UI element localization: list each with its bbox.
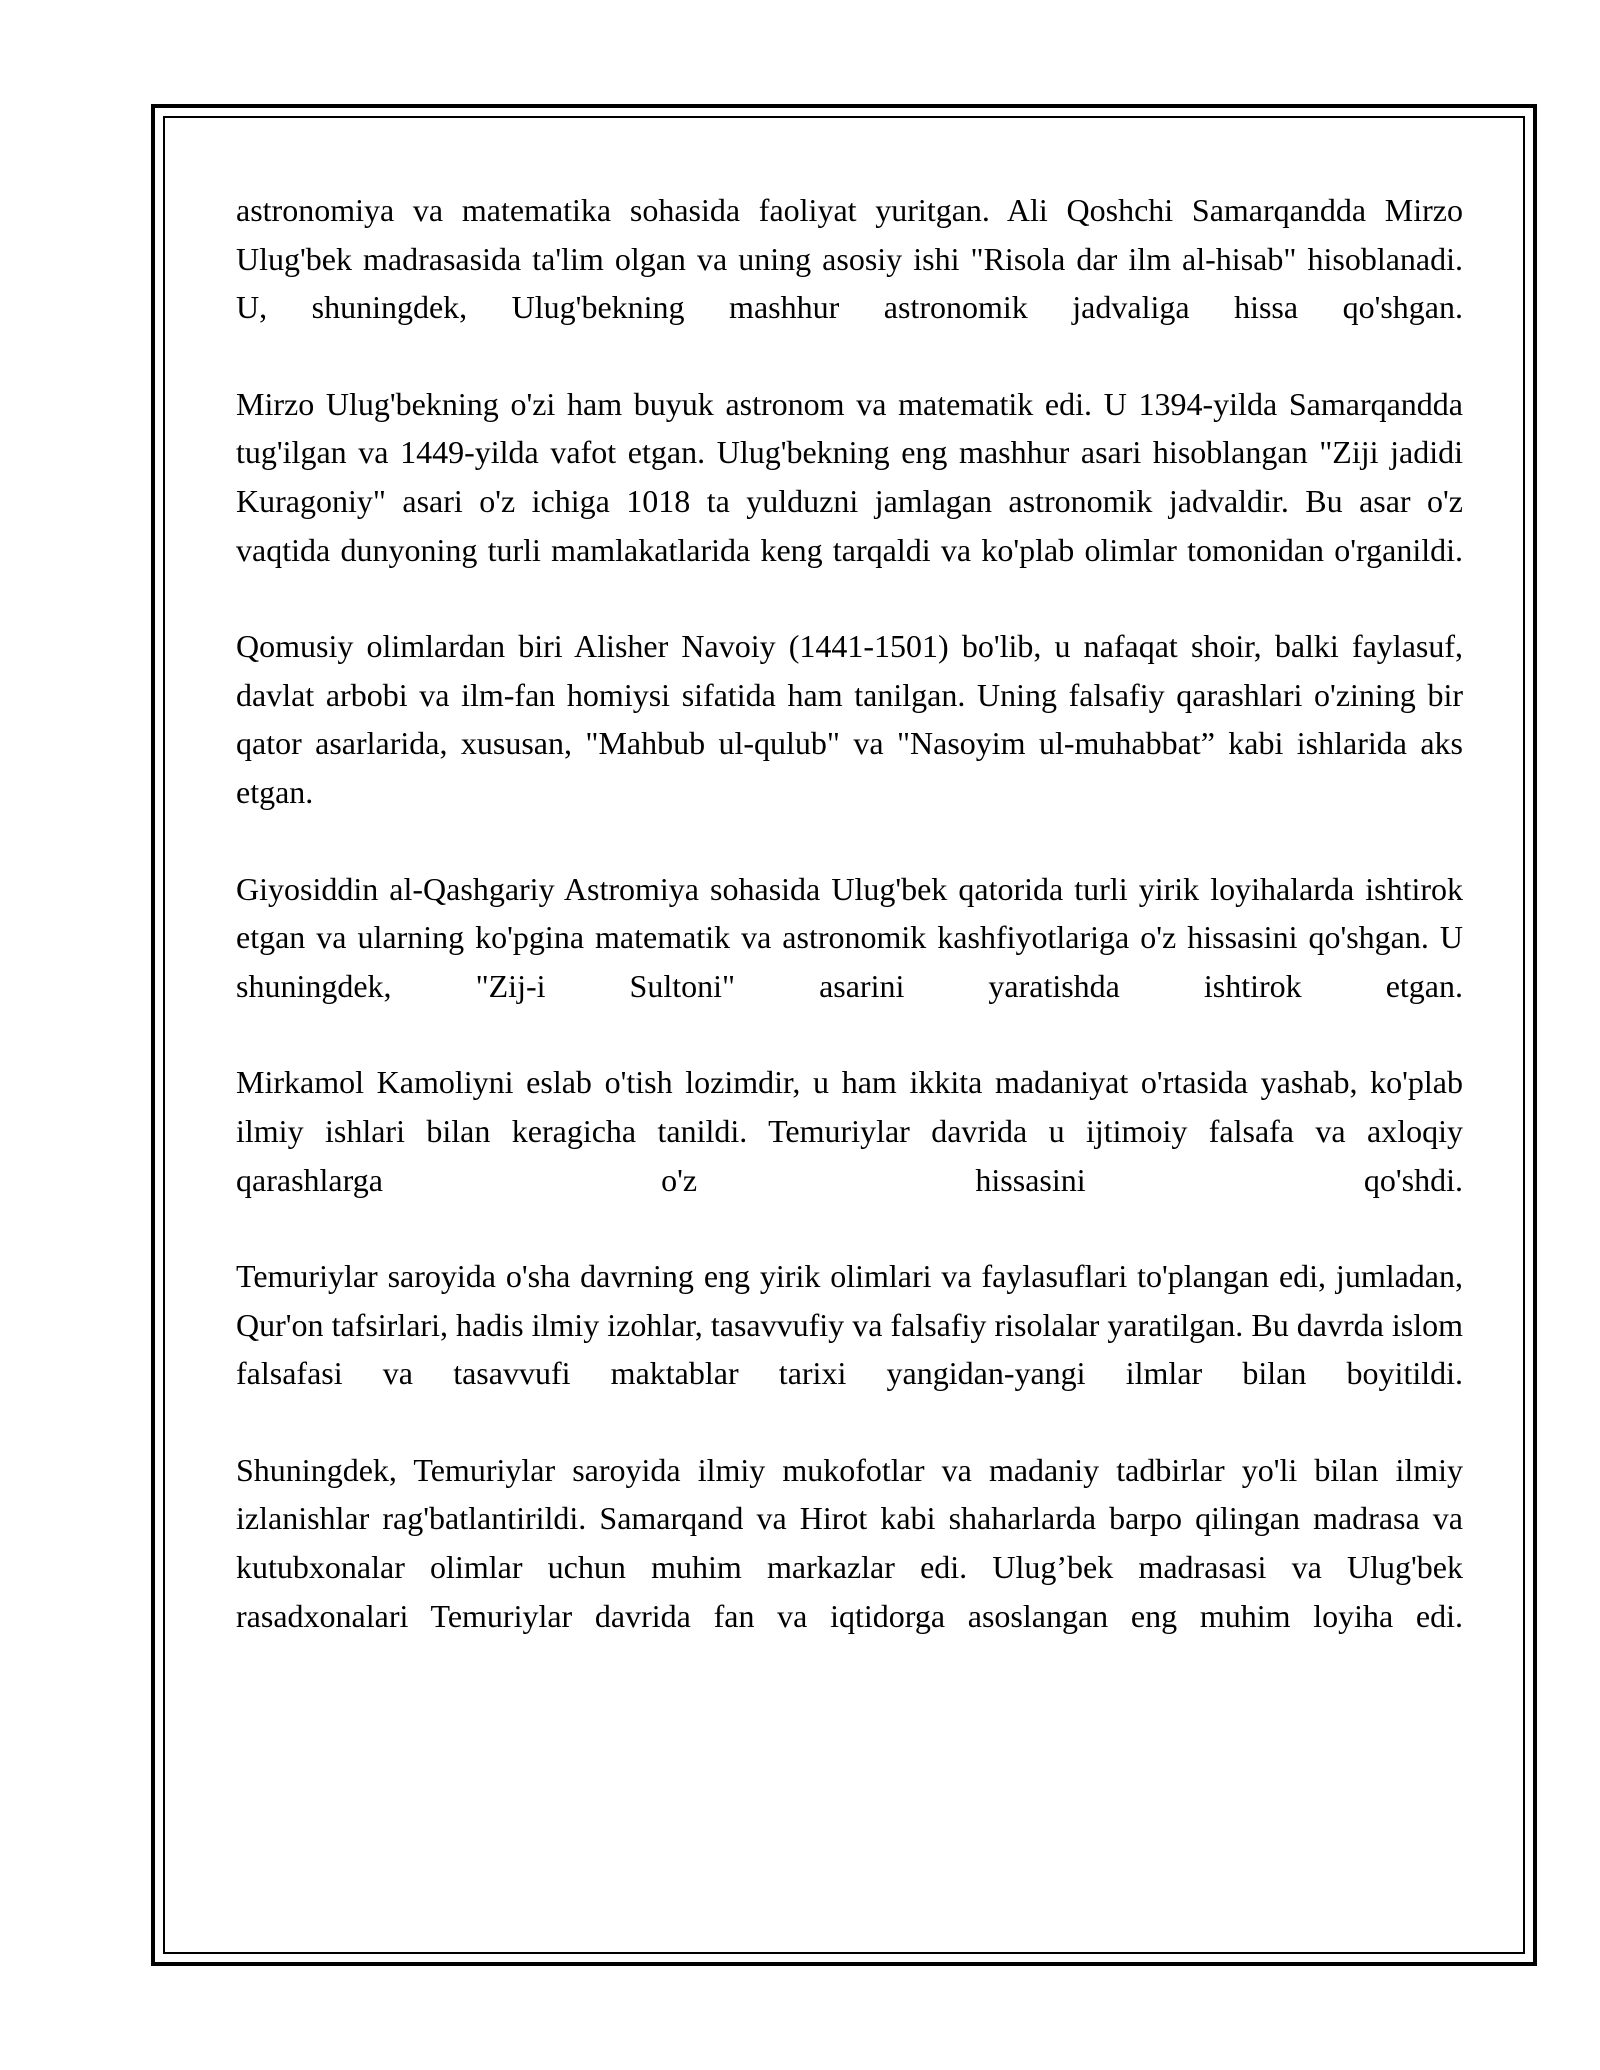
document-body (236, 186, 1463, 1640)
paragraph-mirkamol-kamoliy: Mirkamol Kamoliyni eslab o'tish lozimdir, u ham ikkita madaniyat o'rtasida yashab, ko'plab ilmiy ishlari bilan keragicha tanildi. Temuriylar davrida u ijtimoiy falsafa va axloqiy qarashlarga o'z hissasini qo'shdi. (236, 1064, 1463, 1198)
paragraph-giyosiddin: Giyosiddin al-Qashgariy Astromiya sohasida Ulug'bek qatorida turli yirik loyihalarda ishtirok etgan va ularning ko'pgina matematik va astronomik kashfiyotlariga o'z hissasini qo'shgan. U shuningdek, "Zij-i Sultoni" asarini yaratishda ishtirok etgan. (236, 870, 1463, 1004)
paragraph-mirzo-ulugbek: Mirzo Ulug'bekning o'zi ham buyuk astronom va matematik edi. U 1394-yilda Samarqandda tug'ilgan va 1449-yilda vafot etgan. Ulug'bekning eng mashhur asari hisoblangan "Ziji jadidi Kuragoniy" asari o'z ichiga 1018 ta yulduzni jamlagan astronomik jadvaldir. Bu asar o'z vaqtida dunyoning turli mamlakatlarida keng tarqaldi va ko'plab olimlar tomonidan o'rganildi. (236, 385, 1463, 568)
paragraph-ilmiy-mukofotlar: Shuningdek, Temuriylar saroyida ilmiy mukofotlar va madaniy tadbirlar yo'li bilan ilmiy izlanishlar rag'batlantirildi. Samarqand va Hirot kabi shaharlarda barpo qilingan madrasa va kutubxonalar olimlar uchun muhim markazlar edi. Ulug’bek madrasasi va Ulug'bek rasadxonalari Temuriylar davrida fan va iqtidorga asoslangan eng muhim loyiha edi. (236, 1451, 1463, 1634)
paragraph-temuriylar-saroyi: Temuriylar saroyida o'sha davrning eng yirik olimlari va faylasuflari to'plangan edi, jumladan, Qur'on tafsirlari, hadis ilmiy izohlar, tasavvufiy va falsafiy risolalar yaratilgan. Bu davrda islom falsafasi va tasavvufi maktablar tarixi yangidan-yangi ilmlar bilan boyitildi. (236, 1258, 1463, 1392)
paragraph-alisher-navoiy: Qomusiy olimlardan biri Alisher Navoiy (1441-1501) bo'lib, u nafaqat shoir, balki faylasuf, davlat arbobi va ilm-fan homiysi sifatida ham tanilgan. Uning falsafiy qarashlari o'zining bir qator asarlarida, xususan, "Mahbub ul-qulub" va "Nasoyim ul-muhabbat” kabi ishlarida aks etgan. (236, 628, 1463, 810)
paragraph-ali-qoshchi: astronomiya va matematika sohasida faoliyat yuritgan. Ali Qoshchi Samarqandda Mirzo Ulug'bek madrasasida ta'lim olgan va uning asosiy ishi "Risola dar ilm al-hisab" hisoblanadi. U, shuningdek, Ulug'bekning mashhur astronomik jadvaliga hissa qo'shgan. (236, 192, 1463, 326)
